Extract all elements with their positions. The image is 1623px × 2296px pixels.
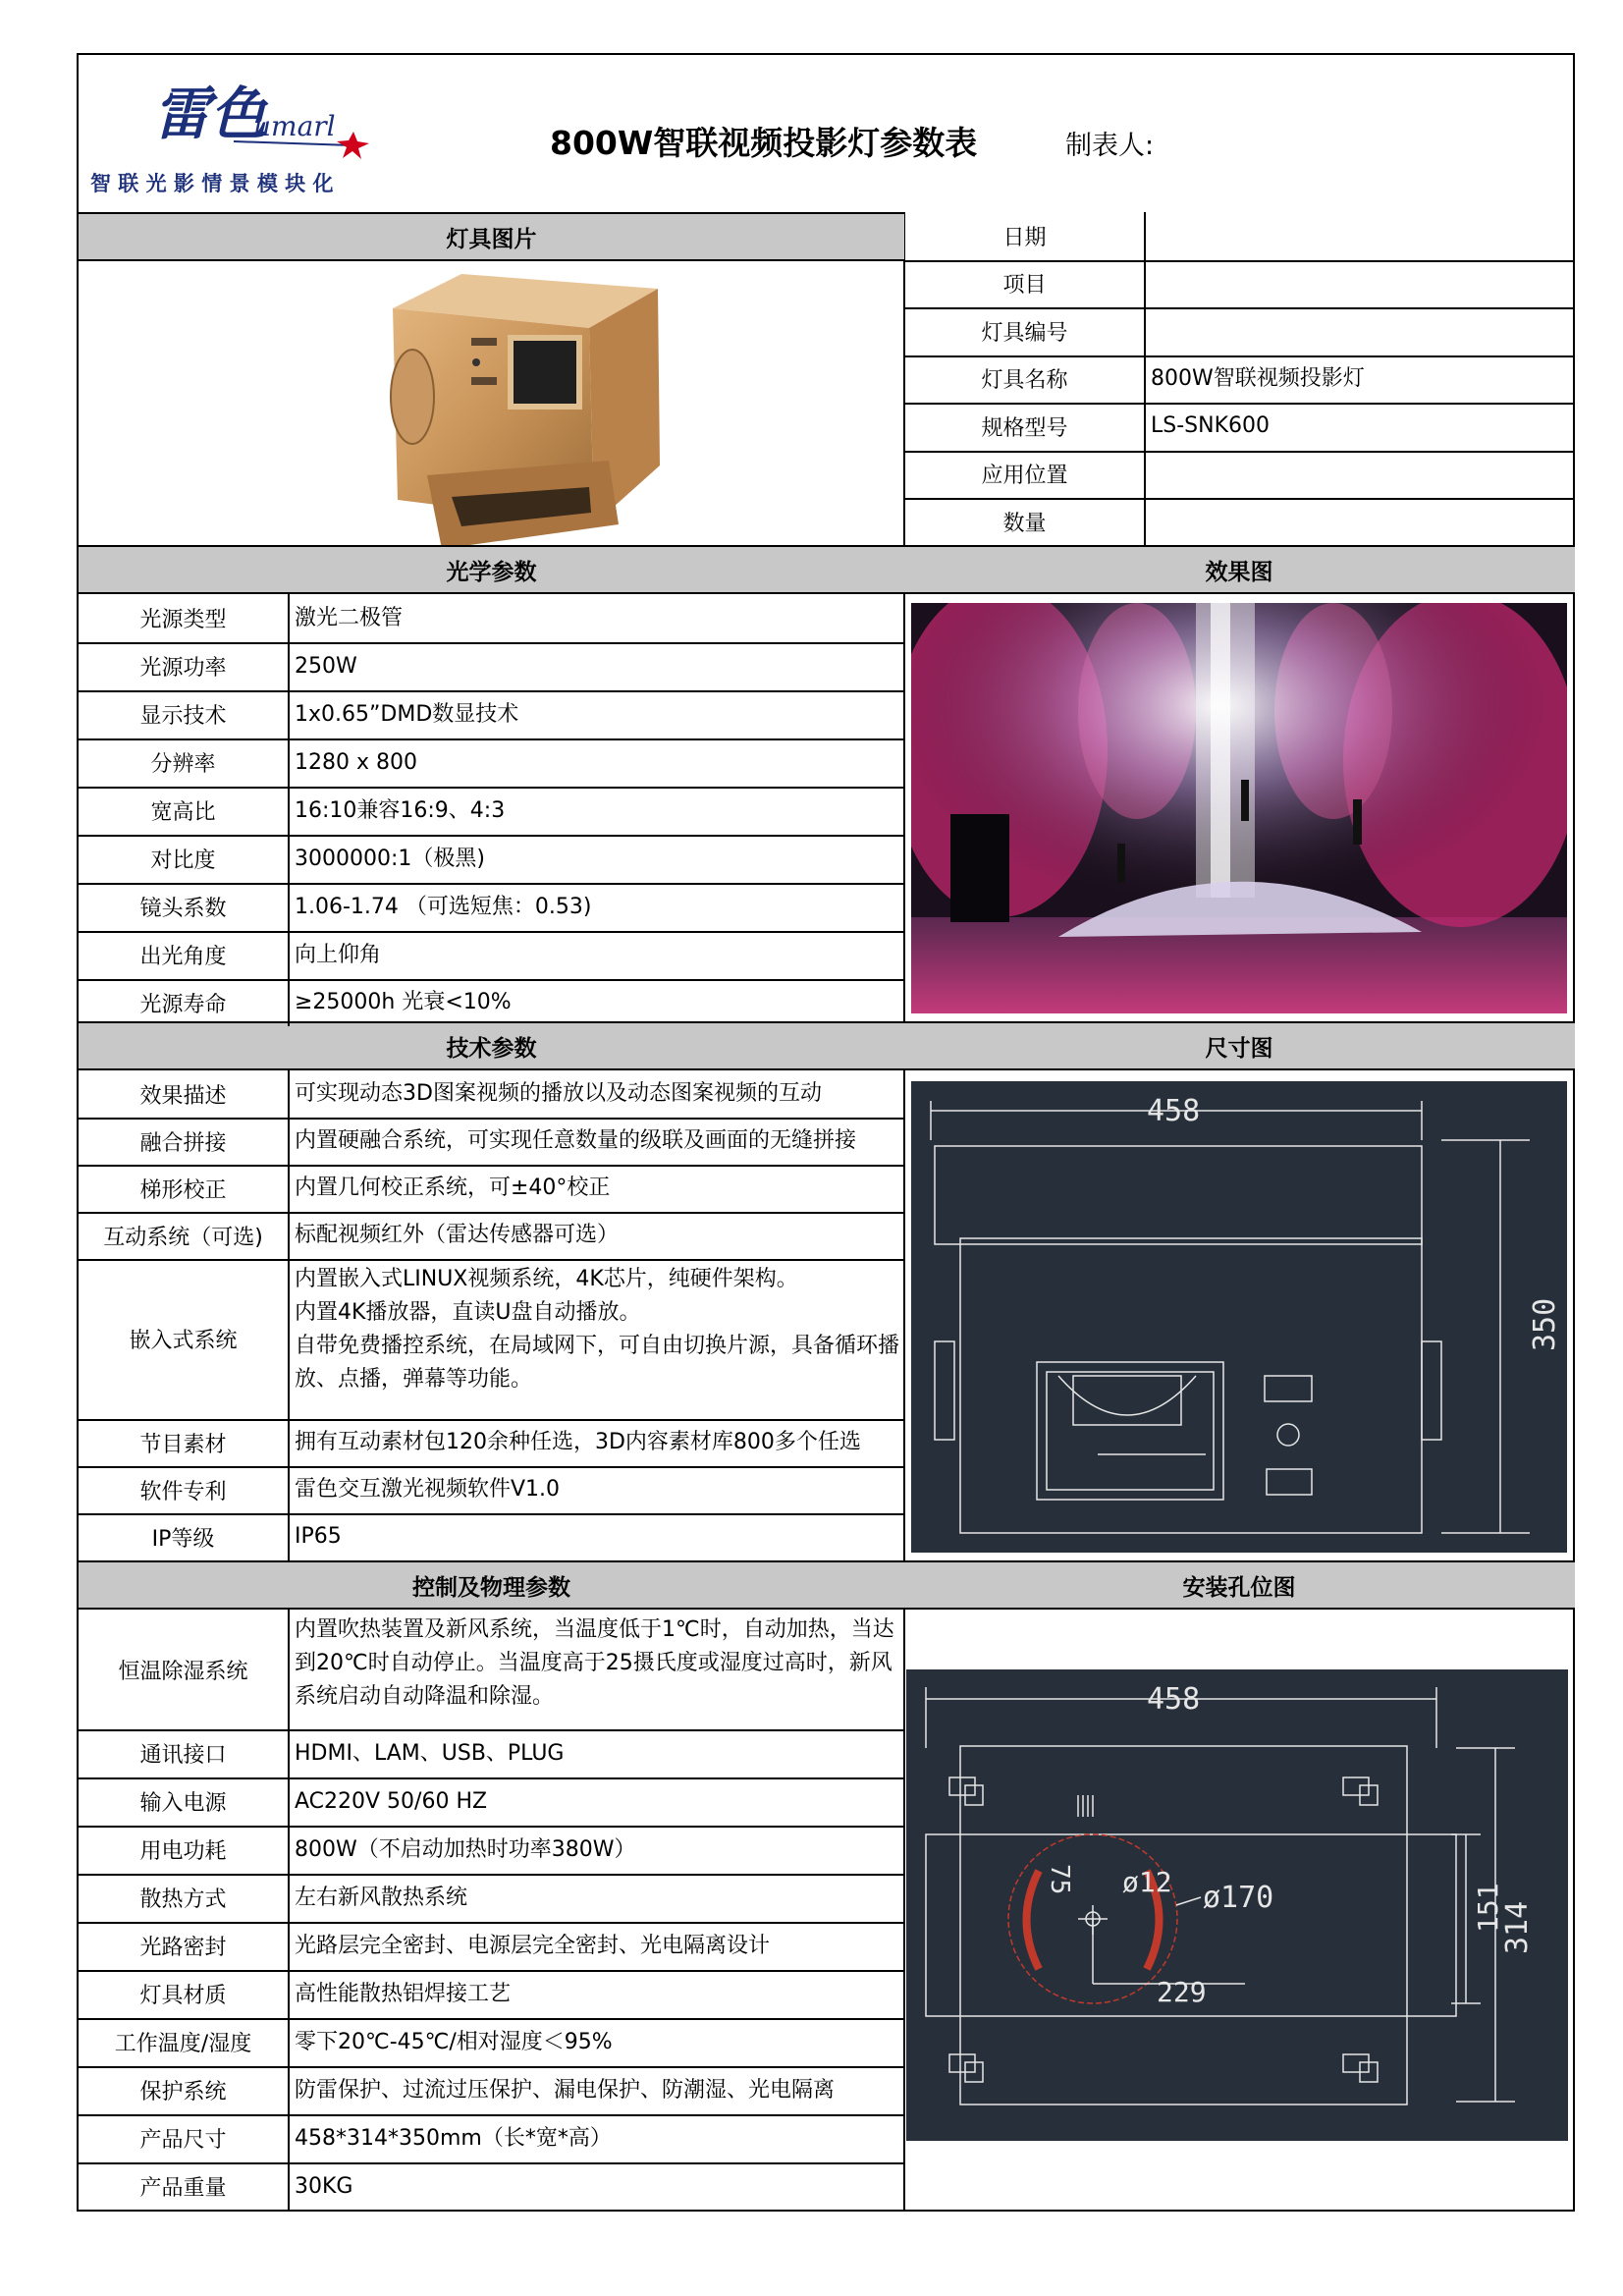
- spec-label: 分辨率: [150, 752, 216, 777]
- svg-text:350: 350: [1528, 1297, 1562, 1351]
- spec-value: 拥有互动素材包120余种任选，3D内容素材库800多个任选: [295, 1430, 861, 1454]
- svg-text:458: 458: [1147, 1682, 1201, 1717]
- logo-mark-icon: [86, 63, 420, 210]
- info-value: [1146, 260, 1575, 308]
- spec-label: 光源类型: [139, 608, 227, 632]
- spec-label: 光源寿命: [139, 992, 227, 1017]
- spec-value: 内置硬融合系统，可实现任意数量的级联及画面的无缝拼接: [295, 1128, 857, 1153]
- spec-label: 显示技术: [139, 704, 227, 729]
- fixture-photo: [373, 269, 668, 564]
- info-label: 灯具编号: [981, 320, 1068, 346]
- spec-value: 1280 x 800: [295, 749, 417, 775]
- spec-label: 散热方式: [139, 1887, 227, 1912]
- section-effect: 效果图: [903, 545, 1575, 594]
- info-label: 数量: [1002, 511, 1047, 536]
- spec-value: HDMI、LAM、USB、PLUG: [295, 1740, 565, 1766]
- spec-label: 产品重量: [139, 2176, 227, 2201]
- info-value: [1146, 212, 1575, 260]
- spec-value: AC220V 50/60 HZ: [295, 1788, 488, 1814]
- spec-label: 出光角度: [139, 945, 227, 969]
- svg-text:智 联 光 影 情 景 模 块 化: 智 联 光 影 情 景 模 块 化: [90, 171, 334, 195]
- info-label: 日期: [1002, 225, 1047, 250]
- svg-text:229: 229: [1157, 1976, 1207, 2008]
- spec-label: 通讯接口: [139, 1743, 227, 1768]
- spec-value: ≥25000h 光衰<10%: [295, 990, 512, 1014]
- spec-value: 防雷保护、过流过压保护、漏电保护、防潮湿、光电隔离: [295, 2077, 836, 2103]
- mounting-drawing: [906, 1669, 1568, 2141]
- info-label: 规格型号: [981, 415, 1068, 441]
- section-technical: 技术参数: [79, 1021, 904, 1070]
- spec-label: 光路密封: [139, 1936, 227, 1960]
- dimension-drawing: [911, 1081, 1567, 1553]
- spec-value: 30KG: [295, 2173, 353, 2199]
- spec-value: 内置吹热装置及新风系统，当温度低于1℃时，自动加热，当达到20℃时自动停止。当温度高于25摄氏度或湿度过高时，新风系统启动自动降温和除湿。: [295, 1617, 894, 1709]
- info-label: 灯具名称: [981, 368, 1068, 394]
- svg-text:314: 314: [1500, 1900, 1535, 1954]
- spec-value: 标配视频红外（雷达传感器可选）: [295, 1223, 620, 1247]
- spec-label: 宽高比: [150, 800, 216, 825]
- spec-label: 镜头系数: [139, 897, 227, 921]
- spec-label: 恒温除湿系统: [118, 1659, 248, 1684]
- info-label: 项目: [1002, 273, 1047, 299]
- spec-label: 工作温度/湿度: [114, 2032, 252, 2056]
- logo: [86, 63, 420, 210]
- spec-value: 250W: [295, 653, 357, 679]
- spec-value: 458*314*350mm（长*宽*高）: [295, 2125, 612, 2151]
- spec-label: 软件专利: [139, 1479, 227, 1504]
- spec-value: 高性能散热铝焊接工艺: [295, 1981, 512, 2006]
- spec-value: 零下20℃-45℃/相对湿度＜95%: [295, 2029, 613, 2054]
- section-optical: 光学参数: [79, 545, 904, 594]
- spec-value: 向上仰角: [295, 942, 382, 967]
- maker-label: 制表人:: [1065, 131, 1155, 161]
- spec-label: 节目素材: [139, 1432, 227, 1457]
- section-fixture-image: 灯具图片: [79, 212, 904, 261]
- info-label: 应用位置: [981, 464, 1068, 489]
- spec-sheet: [77, 53, 1575, 2212]
- info-value: [1146, 451, 1575, 499]
- svg-text:ø170: ø170: [1203, 1881, 1274, 1915]
- info-value: [1146, 307, 1575, 355]
- effect-image: [911, 603, 1567, 1013]
- spec-label: 产品尺寸: [139, 2128, 227, 2153]
- svg-text:umarl: umarl: [253, 110, 336, 142]
- svg-text:ø12: ø12: [1122, 1866, 1172, 1898]
- spec-label: 用电功耗: [139, 1839, 227, 1864]
- spec-label: 效果描述: [139, 1083, 227, 1109]
- spec-value: 光路层完全密封、电源层完全密封、光电隔离设计: [295, 1933, 771, 1958]
- svg-text:雷色: 雷色: [153, 81, 268, 147]
- svg-text:458: 458: [1147, 1094, 1201, 1128]
- spec-value: 可实现动态3D图案视频的播放以及动态图案视频的互动: [295, 1081, 822, 1106]
- spec-value: 800W（不启动加热时功率380W）: [295, 1836, 636, 1862]
- spec-label: 对比度: [150, 848, 216, 873]
- spec-label: 梯形校正: [139, 1177, 227, 1203]
- spec-label: 融合拼接: [139, 1130, 227, 1156]
- info-value: 800W智联视频投影灯: [1151, 365, 1365, 391]
- spec-label: 输入电源: [139, 1791, 227, 1816]
- svg-text:151: 151: [1472, 1883, 1504, 1933]
- spec-value: 左右新风散热系统: [295, 1885, 468, 1910]
- section-dimension: 尺寸图: [903, 1021, 1575, 1070]
- page-title: 800W智联视频投影灯参数表: [550, 124, 978, 162]
- spec-value: 16:10兼容16:9、4:3: [295, 797, 506, 823]
- spec-label: 光源功率: [139, 656, 227, 681]
- spec-value: IP65: [295, 1524, 342, 1549]
- section-mounting: 安装孔位图: [903, 1560, 1575, 1610]
- spec-label: 灯具材质: [139, 1984, 227, 2008]
- spec-value: 雷色交互激光视频软件V1.0: [295, 1477, 561, 1502]
- spec-value: 1.06-1.74 （可选短焦：0.53): [295, 894, 592, 919]
- spec-value: 内置几何校正系统，可±40°校正: [295, 1175, 611, 1200]
- spec-label: 互动系统（可选): [103, 1225, 263, 1250]
- info-value: [1146, 498, 1575, 546]
- spec-label: 保护系统: [139, 2080, 227, 2105]
- spec-label: IP等级: [151, 1526, 215, 1552]
- section-control: 控制及物理参数: [79, 1560, 904, 1610]
- spec-value: 内置嵌入式LINUX视频系统，4K芯片，纯硬件架构。 内置4K播放器，直读U盘自动播放。 自带免费播控系统，在局域网下，可自由切换片源，具备循环播放、点播，弹幕等功能。: [295, 1267, 900, 1392]
- spec-value: 激光二极管: [295, 605, 404, 630]
- info-value: LS-SNK600: [1151, 413, 1270, 439]
- spec-value: 3000000:1（极黑): [295, 846, 485, 871]
- spec-label: 嵌入式系统: [129, 1329, 238, 1353]
- svg-text:75: 75: [1045, 1864, 1074, 1895]
- spec-value: 1x0.65”DMD数显技术: [295, 701, 519, 727]
